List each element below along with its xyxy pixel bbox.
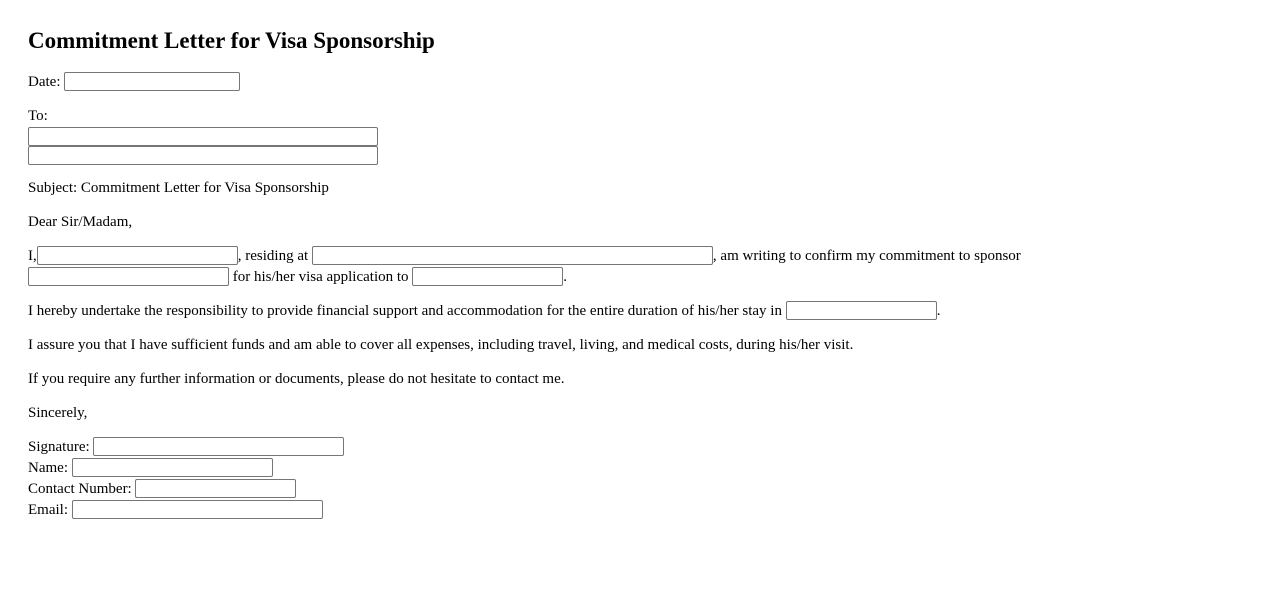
signature-label: Signature: — [28, 439, 90, 455]
period-text-2: . — [936, 303, 941, 319]
undertake-paragraph — [28, 301, 1250, 322]
stay-location-input[interactable] — [786, 301, 937, 320]
email-input[interactable] — [72, 500, 323, 519]
residing-at-text: , residing at — [237, 248, 309, 264]
to-input-line-2[interactable] — [28, 146, 378, 165]
contact-number-input[interactable] — [135, 479, 296, 498]
signature-input[interactable] — [93, 437, 344, 456]
to-label: To: — [28, 108, 48, 124]
signature-block — [28, 437, 1250, 521]
contact-number-label: Contact Number: — [28, 481, 132, 497]
name-input[interactable] — [72, 458, 273, 477]
assure-paragraph: I assure you that I have sufficient funds and am able to cover all expenses, including travel, living, and medical costs, during his/her visit. — [28, 337, 854, 353]
applicant-name-input[interactable] — [28, 267, 229, 286]
further-info-paragraph: If you require any further information or documents, please do not hesitate to contact me. — [28, 371, 565, 387]
name-label: Name: — [28, 460, 68, 476]
closing: Sincerely, — [28, 405, 88, 421]
salutation: Dear Sir/Madam, — [28, 214, 133, 230]
for-visa-text: for his/her visa application to — [232, 269, 409, 285]
date-row — [28, 72, 1250, 93]
destination-country-input[interactable] — [412, 267, 563, 286]
am-writing-text: , am writing to confirm my commitment to sponsor — [712, 248, 1021, 264]
period-text: . — [563, 269, 568, 285]
email-label: Email: — [28, 502, 68, 518]
page-title: Commitment Letter for Visa Sponsorship — [28, 28, 435, 53]
date-label: Date: — [28, 74, 61, 90]
commitment-paragraph — [28, 246, 1250, 288]
sponsor-address-input[interactable] — [312, 246, 713, 265]
intro-i-text: I, — [28, 248, 37, 264]
to-row — [28, 106, 1250, 165]
to-input-line-1[interactable] — [28, 127, 378, 146]
date-input[interactable] — [64, 72, 240, 91]
sponsor-name-input[interactable] — [37, 246, 238, 265]
subject-line: Subject: Commitment Letter for Visa Sponsorship — [28, 180, 329, 196]
undertake-text: I hereby undertake the responsibility to provide financial support and accommodation for the entire duration of his/her stay in — [28, 303, 782, 319]
